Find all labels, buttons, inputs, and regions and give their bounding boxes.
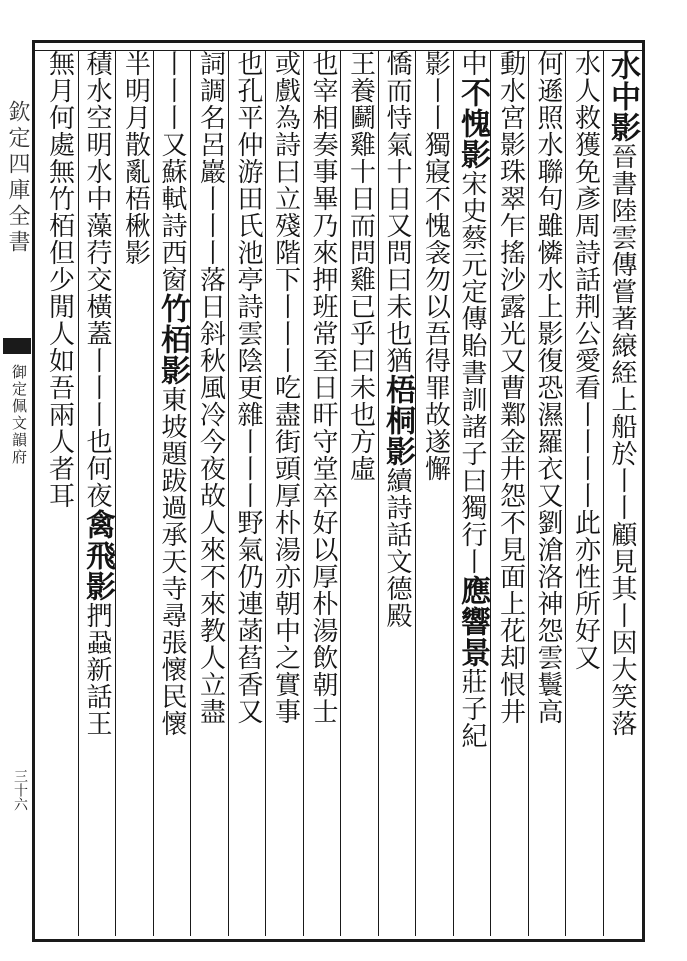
text-segment: 晉書陸雲傳嘗著縗絰上船於丨丨顧見其丨因大笑落	[607, 143, 637, 737]
text-segment: 或戲為詩曰立殘階下丨丨丨吃盡街頭厚朴湯亦朝中之實事	[270, 50, 301, 725]
text-segment: 中	[457, 50, 487, 77]
text-column	[603, 50, 642, 936]
text-segment: 詞調名呂巖丨丨丨落日斜秋風冷今夜故人來不來教人立盡	[195, 50, 226, 725]
entry-heading: 禽飛影	[80, 509, 115, 602]
text-segment: 何遜照水聯句雖憐水上影復恐濕羅衣又劉滄洛神怨雲鬟高	[533, 50, 563, 725]
frame-right-rule	[642, 40, 645, 942]
text-column	[528, 50, 567, 936]
frame-bottom-rule	[32, 939, 645, 942]
text-column	[228, 50, 267, 936]
text-segment: 積水空明水中藻荇交橫蓋丨丨丨也何夜	[82, 50, 112, 509]
text-column	[78, 50, 117, 936]
text-segment: 東坡題跋過承天寺尋張懷民懷	[157, 386, 187, 737]
text-column	[490, 50, 529, 936]
text-column	[378, 50, 417, 936]
text-column	[303, 50, 342, 936]
text-segment: 也宰相奏事畢乃來押班常至日旰守堂卒好以厚朴湯飲朝士	[308, 50, 338, 725]
text-segment: 影丨丨獨寢不愧衾勿以吾得罪故遂懈	[420, 50, 451, 482]
text-column	[340, 50, 379, 936]
text-segment: 無月何處無竹栢但少閒人如吾兩人者耳	[44, 50, 75, 509]
fishtail-mark	[3, 338, 31, 354]
text-column	[415, 50, 454, 936]
margin-page-number: 三十六	[12, 769, 28, 811]
margin-strip	[0, 42, 34, 939]
text-column	[40, 50, 78, 936]
text-segment: 宋史蔡元定傳貽書訓諸子曰獨行丨	[457, 170, 487, 575]
margin-collection-title: 欽定四庫全書	[5, 100, 30, 256]
margin-book-title: 御定佩文韻府	[10, 364, 28, 466]
text-segment: 捫蝨新話王	[82, 602, 112, 737]
text-column	[115, 50, 154, 936]
text-column	[265, 50, 304, 936]
text-column	[565, 50, 604, 936]
text-segment: 也孔平仲游田氏池亭詩雲陰更雜丨丨丨野氣仍連菡萏香又	[233, 50, 263, 725]
text-segment: 續詩話文德殿	[382, 467, 412, 629]
text-column	[453, 50, 492, 936]
entry-heading: 不愧影	[455, 77, 490, 170]
text-column	[153, 50, 192, 936]
frame-top-rule	[32, 40, 645, 43]
text-column	[190, 50, 229, 936]
text-segment: 莊子紀	[457, 668, 487, 749]
text-segment: 憍而恃氣十日又問曰未也猶	[382, 50, 412, 374]
entry-heading: 梧桐影	[380, 374, 415, 467]
text-segment: 水人救獲免彥周詩話荆公愛看丨丨丨丨此亦性所好又	[570, 50, 601, 671]
text-segment: 王養鬬雞十日而問雞已乎曰未也方虛	[345, 50, 376, 482]
entry-heading: 竹栢影	[155, 293, 190, 386]
text-segment: 丨丨丨又蘇軾詩西窗	[157, 50, 187, 293]
entry-heading: 應響景	[455, 575, 490, 668]
entry-heading: 水中影	[605, 50, 640, 143]
text-segment: 動水宮影珠翠乍搖沙露光又曹鄴金井怨不見面上花却恨井	[495, 50, 526, 725]
text-segment: 半明月散亂梧楸影	[120, 50, 151, 266]
